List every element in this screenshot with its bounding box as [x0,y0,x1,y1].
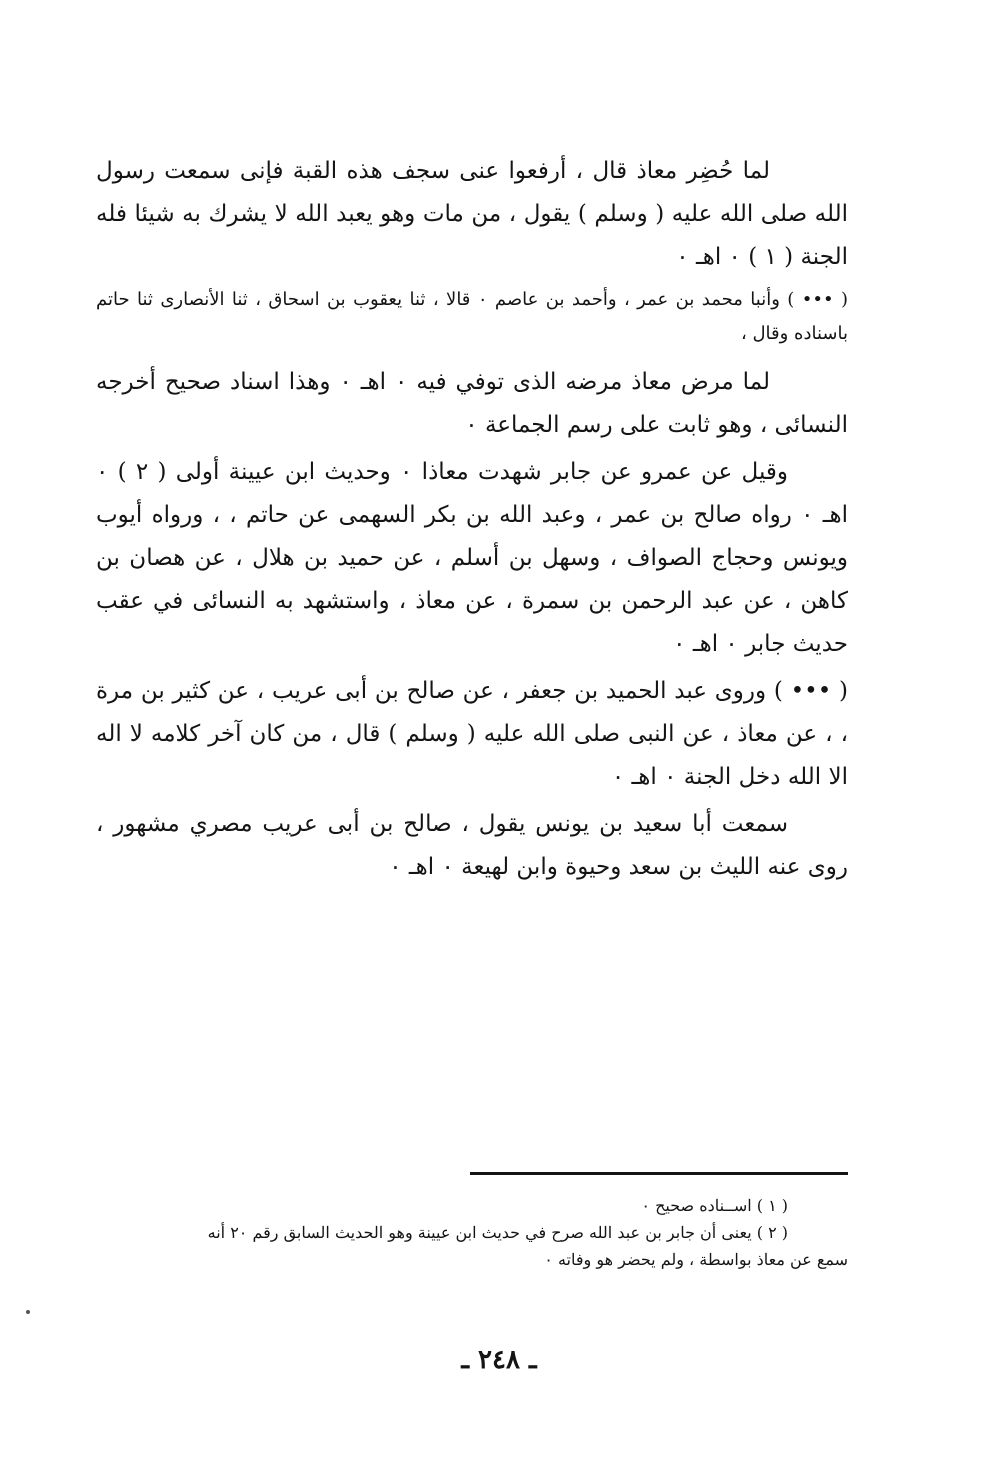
main-text [96,150,848,893]
page-number: ـ ٢٤٨ ـ [461,1345,537,1375]
paragraph-abu-said: سمعت أبا سعيد بن يونس يقول ، صالح بن أبى عريب مصري مشهور ، روى عنه الليث بن سعد وحيوة وابن لهيعة ٠ اهـ ٠ [96,811,848,880]
footnote-2-continuation: سمع عن معاذ بواسطة ، ولم يحضر هو وفاته ٠ [544,1250,848,1269]
paragraph-nasai: لما مرض معاذ مرضه الذى توفي فيه ٠ اهـ ٠ وهذا اسناد صحيح أخرجه النسائى ، وهو ثابت على رسم الجماعة ٠ [96,369,848,438]
footnotes [96,1192,848,1273]
paragraph-abd-al-hamid: ( ••• ) وروى عبد الحميد بن جعفر ، عن صالح بن أبى عريب ، عن كثير بن مرة ، ، عن معاذ ، عن النبى صلى الله عليه ( وسلم ) قال ، من كان آخر كلامه لا اله الا الله دخل الجنة ٠ اهـ ٠ [96,678,848,790]
footnote-1: ( ١ ) اســناده صحيح ٠ [641,1196,788,1215]
footnote-2: ( ٢ ) يعنى أن جابر بن عبد الله صرح في حديث ابن عيينة وهو الحديث السابق رقم ٢٠ أنه [207,1223,788,1242]
scan-speck [26,1310,30,1314]
footnote-divider [470,1172,848,1175]
paragraph-isnad-note: ( ••• ) وأنبا محمد بن عمر ، وأحمد بن عاصم ٠ قالا ، ثنا يعقوب بن اسحاق ، ثنا الأنصارى ثنا حاتم باسناده وقال ، [96,289,848,344]
paragraph-ibn-uyaynah: وقيل عن عمرو عن جابر شهدت معاذا ٠ وحديث ابن عيينة أولى ( ٢ ) ٠ اهـ ٠ رواه صالح بن عمر ، وعبد الله بن بكر السهمى عن حاتم ، ، ورواه أيوب ويونس وحجاج الصواف ، وسهل بن أسلم ، عن حميد بن هلال ، عن هصان بن كاهن ، عن عبد الرحمن بن سمرة ، عن معاذ ، واستشهد به النسائى في عقب حديث جابر ٠ اهـ ٠ [96,459,848,657]
paragraph-hadith-muadh: لما حُضِر معاذ قال ، أرفعوا عنى سجف هذه القبة فإنى سمعت رسول الله صلى الله عليه ( وسلم ) يقول ، من مات وهو يعبد الله لا يشرك به شيئا فله الجنة ( ١ ) ٠ اهـ ٠ [96,158,848,270]
